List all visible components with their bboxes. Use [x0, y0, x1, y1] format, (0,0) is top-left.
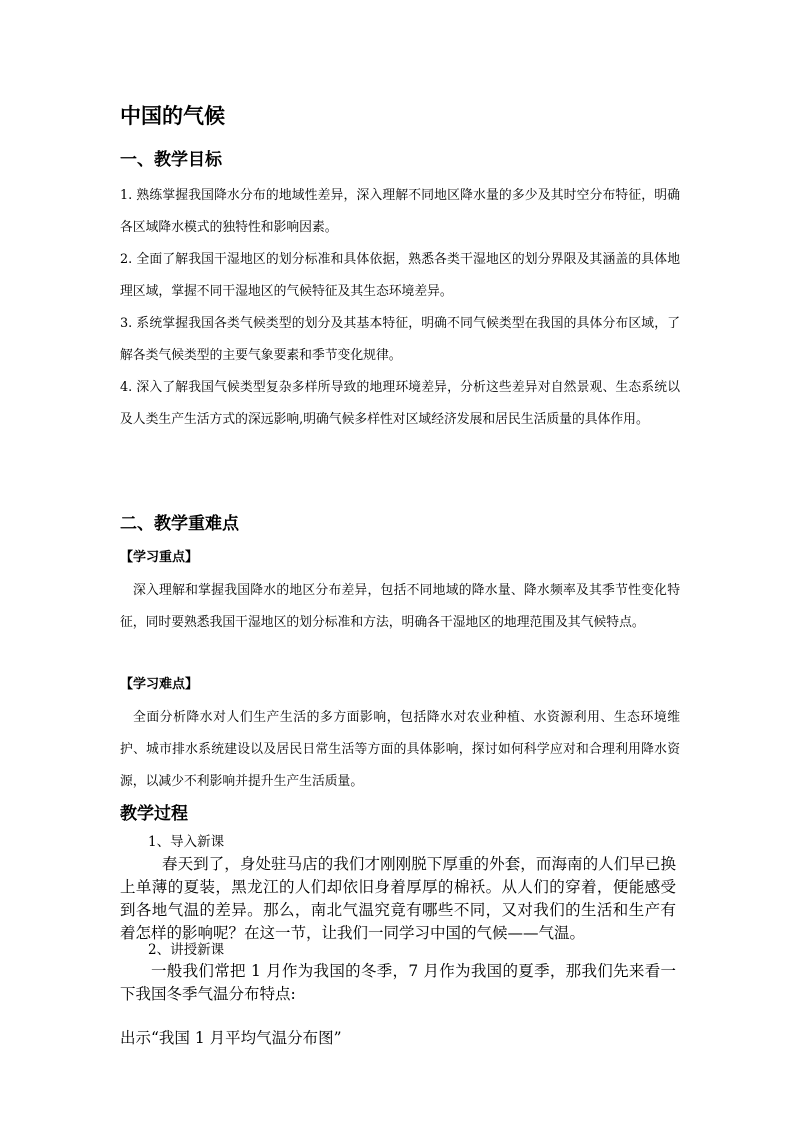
- step-1-text: 春天到了，身处驻马店的我们才刚刚脱下厚重的外套，而海南的人们早已换上单薄的夏装，黑龙江的人们却依旧身着厚厚的棉袄。从人们的穿着，便能感受到各地气温的差异。那么，南北气温究竟有哪些不同，又对我们的生活和生产有着怎样的影响呢？在这一节，让我们一同学习中国的气候——气温。: [120, 855, 676, 942]
- section-heading-key-difficult: 二、教学重难点: [120, 514, 239, 534]
- teaching-process-title: 教学过程: [120, 804, 188, 824]
- step-1-label: 1、导入新课: [148, 834, 225, 850]
- objective-item-4: 4. 深入了解我国气候类型复杂多样所导致的地理环境差异，分析这些差异对自然景观、生态系统以及人类生产生活方式的深远影响,明确气候多样性对区域经济发展和居民生活质量的具体作用。: [120, 380, 680, 427]
- objective-item-3: 3. 系统掌握我国各类气候类型的划分及其基本特征，明确不同气候类型在我国的具体分布区域，了解各类气候类型的主要气象要素和季节变化规律。: [120, 316, 680, 363]
- section-heading-objectives: 一、教学目标: [120, 150, 222, 170]
- step-2-text: 一般我们常把 1 月作为我国的冬季，7 月作为我国的夏季，那我们先来看一下我国冬季气温分布特点:: [120, 962, 676, 1003]
- show-map-line: 出示“我国 1 月平均气温分布图”: [120, 1029, 342, 1047]
- step-2-label: 2、讲授新课: [148, 942, 225, 958]
- objective-item-1: 1. 熟练掌握我国降水分布的地域性差异，深入理解不同地区降水量的多少及其时空分布特征，明确各区域降水模式的独特性和影响因素。: [120, 188, 680, 235]
- difficult-points-text: 全面分析降水对人们生产生活的多方面影响，包括降水对农业种植、水资源利用、生态环境维护、城市排水系统建设以及居民日常生活等方面的具体影响，探讨如何科学应对和合理利用降水资源，以减少不利影响并提升生产生活质量。: [120, 710, 680, 789]
- key-points-label: 【学习重点】: [120, 550, 199, 565]
- objective-item-2: 2. 全面了解我国干湿地区的划分标准和具体依据，熟悉各类干湿地区的划分界限及其涵盖的具体地理区域，掌握不同干湿地区的气候特征及其生态环境差异。: [120, 252, 680, 299]
- document-title: 中国的气候: [120, 103, 225, 128]
- key-points-text: 深入理解和掌握我国降水的地区分布差异，包括不同地域的降水量、降水频率及其季节性变化特征，同时要熟悉我国干湿地区的划分标准和方法，明确各干湿地区的地理范围及其气候特点。: [120, 583, 680, 630]
- difficult-points-label: 【学习难点】: [120, 677, 199, 692]
